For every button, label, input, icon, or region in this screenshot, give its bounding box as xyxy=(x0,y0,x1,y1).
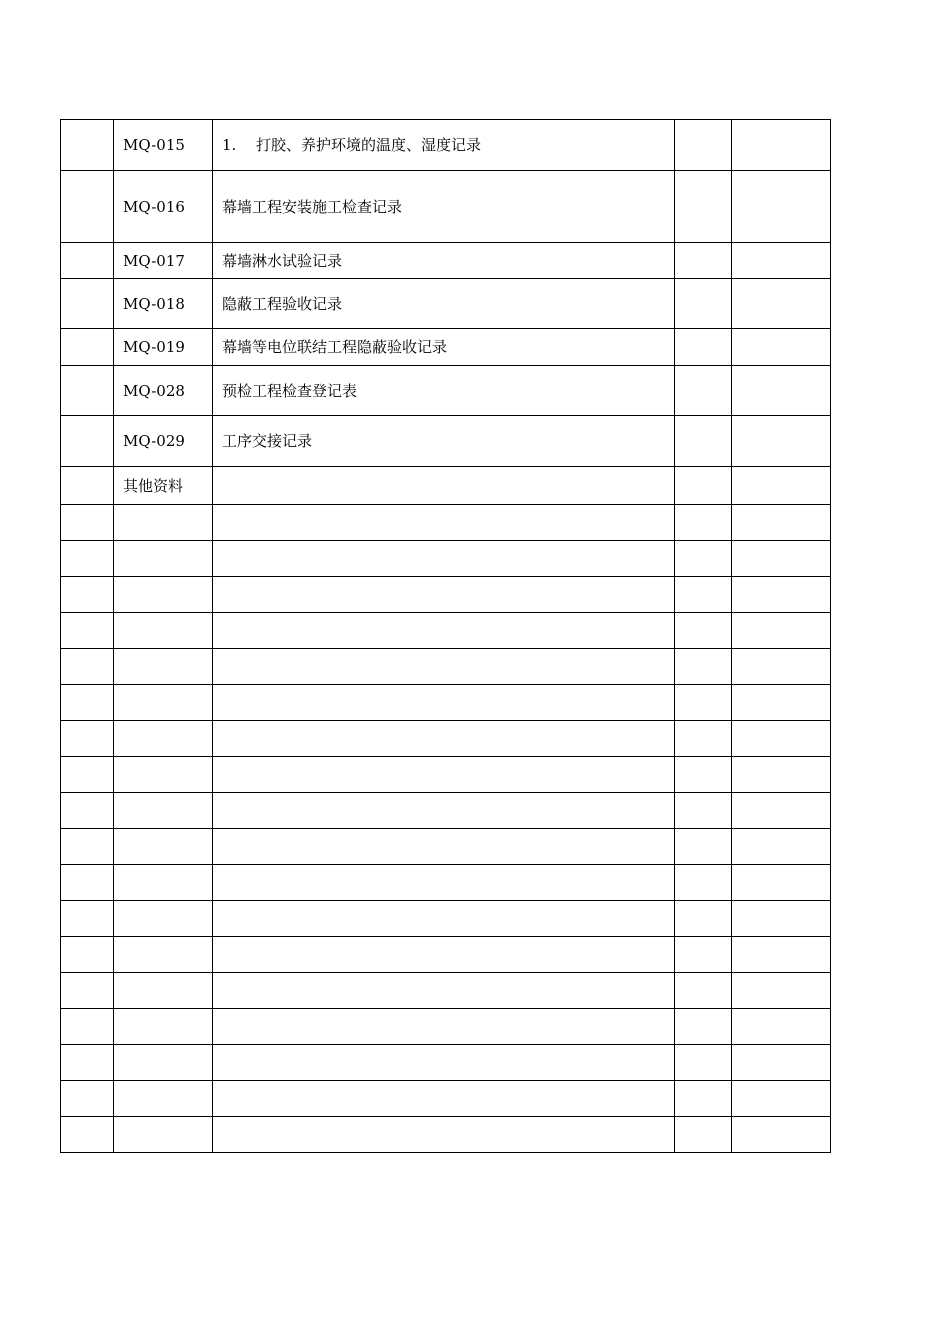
table-row xyxy=(61,467,831,505)
empty-cell xyxy=(61,793,114,829)
empty-cell xyxy=(675,793,732,829)
empty-cell xyxy=(213,1117,675,1153)
empty-cell xyxy=(732,279,831,329)
empty-cell xyxy=(732,541,831,577)
empty-cell xyxy=(114,793,213,829)
empty-row xyxy=(61,541,831,577)
code-cell: MQ-015 xyxy=(114,120,213,171)
empty-row xyxy=(61,829,831,865)
empty-cell xyxy=(213,505,675,541)
empty-cell xyxy=(114,901,213,937)
empty-cell xyxy=(732,171,831,243)
empty-cell xyxy=(732,1009,831,1045)
empty-cell xyxy=(675,649,732,685)
item-text: 打胶、养护环境的温度、湿度记录 xyxy=(256,136,482,154)
empty-cell xyxy=(114,1045,213,1081)
empty-cell xyxy=(675,757,732,793)
empty-cell xyxy=(114,865,213,901)
empty-cell xyxy=(732,937,831,973)
empty-row xyxy=(61,1081,831,1117)
empty-row xyxy=(61,901,831,937)
code-cell: 其他资料 xyxy=(114,467,213,505)
empty-cell xyxy=(61,649,114,685)
empty-cell xyxy=(732,366,831,416)
empty-cell xyxy=(732,973,831,1009)
index-cell xyxy=(61,243,114,279)
empty-cell xyxy=(675,1045,732,1081)
empty-row xyxy=(61,577,831,613)
item-cell: 工序交接记录 xyxy=(213,416,675,467)
empty-row xyxy=(61,649,831,685)
empty-cell xyxy=(732,685,831,721)
empty-cell xyxy=(675,1117,732,1153)
empty-cell xyxy=(675,865,732,901)
item-cell: 隐蔽工程验收记录 xyxy=(213,279,675,329)
empty-cell xyxy=(675,279,732,329)
empty-cell xyxy=(114,613,213,649)
empty-row xyxy=(61,865,831,901)
index-cell xyxy=(61,416,114,467)
empty-cell xyxy=(61,721,114,757)
empty-cell xyxy=(61,901,114,937)
empty-cell xyxy=(675,467,732,505)
empty-cell xyxy=(675,541,732,577)
empty-cell xyxy=(213,1009,675,1045)
index-cell xyxy=(61,366,114,416)
empty-row xyxy=(61,721,831,757)
empty-cell xyxy=(213,577,675,613)
empty-cell xyxy=(213,613,675,649)
empty-row xyxy=(61,1045,831,1081)
empty-cell xyxy=(114,1117,213,1153)
empty-cell xyxy=(213,973,675,1009)
blank-rows xyxy=(61,505,831,1153)
empty-cell xyxy=(732,577,831,613)
empty-cell xyxy=(213,793,675,829)
empty-cell xyxy=(114,685,213,721)
empty-cell xyxy=(675,505,732,541)
empty-cell xyxy=(114,1081,213,1117)
table-row xyxy=(61,120,831,171)
empty-row xyxy=(61,505,831,541)
empty-row xyxy=(61,973,831,1009)
code-cell: MQ-028 xyxy=(114,366,213,416)
empty-cell xyxy=(675,613,732,649)
empty-cell xyxy=(732,793,831,829)
empty-row xyxy=(61,937,831,973)
empty-cell xyxy=(61,1081,114,1117)
empty-cell xyxy=(675,1009,732,1045)
table-row xyxy=(61,329,831,366)
empty-cell xyxy=(675,120,732,171)
code-cell: MQ-029 xyxy=(114,416,213,467)
empty-row xyxy=(61,613,831,649)
item-cell: 幕墙等电位联结工程隐蔽验收记录 xyxy=(213,329,675,366)
empty-cell xyxy=(213,649,675,685)
empty-cell xyxy=(732,649,831,685)
empty-cell xyxy=(732,329,831,366)
empty-cell xyxy=(732,1117,831,1153)
item-cell xyxy=(213,467,675,505)
index-cell xyxy=(61,171,114,243)
code-cell: MQ-018 xyxy=(114,279,213,329)
empty-cell xyxy=(732,757,831,793)
empty-cell xyxy=(114,505,213,541)
empty-cell xyxy=(675,416,732,467)
empty-cell xyxy=(675,171,732,243)
empty-cell xyxy=(213,1081,675,1117)
table-row xyxy=(61,366,831,416)
empty-cell xyxy=(61,1009,114,1045)
empty-cell xyxy=(114,1009,213,1045)
empty-cell xyxy=(213,1045,675,1081)
empty-cell xyxy=(61,1117,114,1153)
table-row xyxy=(61,279,831,329)
empty-cell xyxy=(213,865,675,901)
empty-cell xyxy=(732,1045,831,1081)
empty-cell xyxy=(61,829,114,865)
item-cell: 预检工程检查登记表 xyxy=(213,366,675,416)
records-table xyxy=(60,119,831,1153)
item-cell: 幕墙淋水试验记录 xyxy=(213,243,675,279)
index-cell xyxy=(61,279,114,329)
empty-cell xyxy=(675,829,732,865)
empty-cell xyxy=(61,757,114,793)
empty-cell xyxy=(213,685,675,721)
empty-cell xyxy=(675,973,732,1009)
empty-cell xyxy=(675,685,732,721)
empty-cell xyxy=(732,865,831,901)
empty-cell xyxy=(61,577,114,613)
empty-cell xyxy=(213,757,675,793)
empty-cell xyxy=(61,613,114,649)
empty-cell xyxy=(732,505,831,541)
empty-cell xyxy=(732,613,831,649)
empty-cell xyxy=(675,243,732,279)
empty-cell xyxy=(61,865,114,901)
empty-cell xyxy=(675,366,732,416)
empty-row xyxy=(61,1117,831,1153)
table-row xyxy=(61,416,831,467)
empty-row xyxy=(61,793,831,829)
empty-cell xyxy=(675,721,732,757)
empty-cell xyxy=(732,120,831,171)
empty-cell xyxy=(732,829,831,865)
empty-cell xyxy=(114,973,213,1009)
empty-cell xyxy=(114,829,213,865)
empty-cell xyxy=(675,329,732,366)
table-row xyxy=(61,171,831,243)
empty-cell xyxy=(114,541,213,577)
empty-cell xyxy=(732,416,831,467)
empty-cell xyxy=(61,541,114,577)
item-cell: 幕墙工程安装施工检查记录 xyxy=(213,171,675,243)
empty-cell xyxy=(213,829,675,865)
empty-cell xyxy=(732,243,831,279)
empty-cell xyxy=(213,937,675,973)
empty-cell xyxy=(732,1081,831,1117)
empty-cell xyxy=(61,685,114,721)
empty-cell xyxy=(675,1081,732,1117)
empty-cell xyxy=(61,1045,114,1081)
empty-cell xyxy=(114,721,213,757)
empty-row xyxy=(61,685,831,721)
empty-row xyxy=(61,757,831,793)
empty-cell xyxy=(675,577,732,613)
code-cell: MQ-016 xyxy=(114,171,213,243)
index-cell xyxy=(61,120,114,171)
empty-cell xyxy=(732,467,831,505)
empty-cell xyxy=(61,973,114,1009)
empty-cell xyxy=(732,721,831,757)
list-number: 1. xyxy=(222,136,237,154)
empty-cell xyxy=(213,721,675,757)
empty-cell xyxy=(114,649,213,685)
empty-cell xyxy=(114,937,213,973)
empty-row xyxy=(61,1009,831,1045)
empty-cell xyxy=(213,901,675,937)
empty-cell xyxy=(732,901,831,937)
empty-cell xyxy=(114,577,213,613)
empty-cell xyxy=(675,937,732,973)
code-cell: MQ-019 xyxy=(114,329,213,366)
empty-cell xyxy=(114,757,213,793)
index-cell xyxy=(61,467,114,505)
empty-cell xyxy=(675,901,732,937)
table-row xyxy=(61,243,831,279)
index-cell xyxy=(61,329,114,366)
empty-cell xyxy=(61,505,114,541)
empty-cell xyxy=(213,541,675,577)
code-cell: MQ-017 xyxy=(114,243,213,279)
empty-cell xyxy=(61,937,114,973)
item-cell xyxy=(213,120,675,171)
